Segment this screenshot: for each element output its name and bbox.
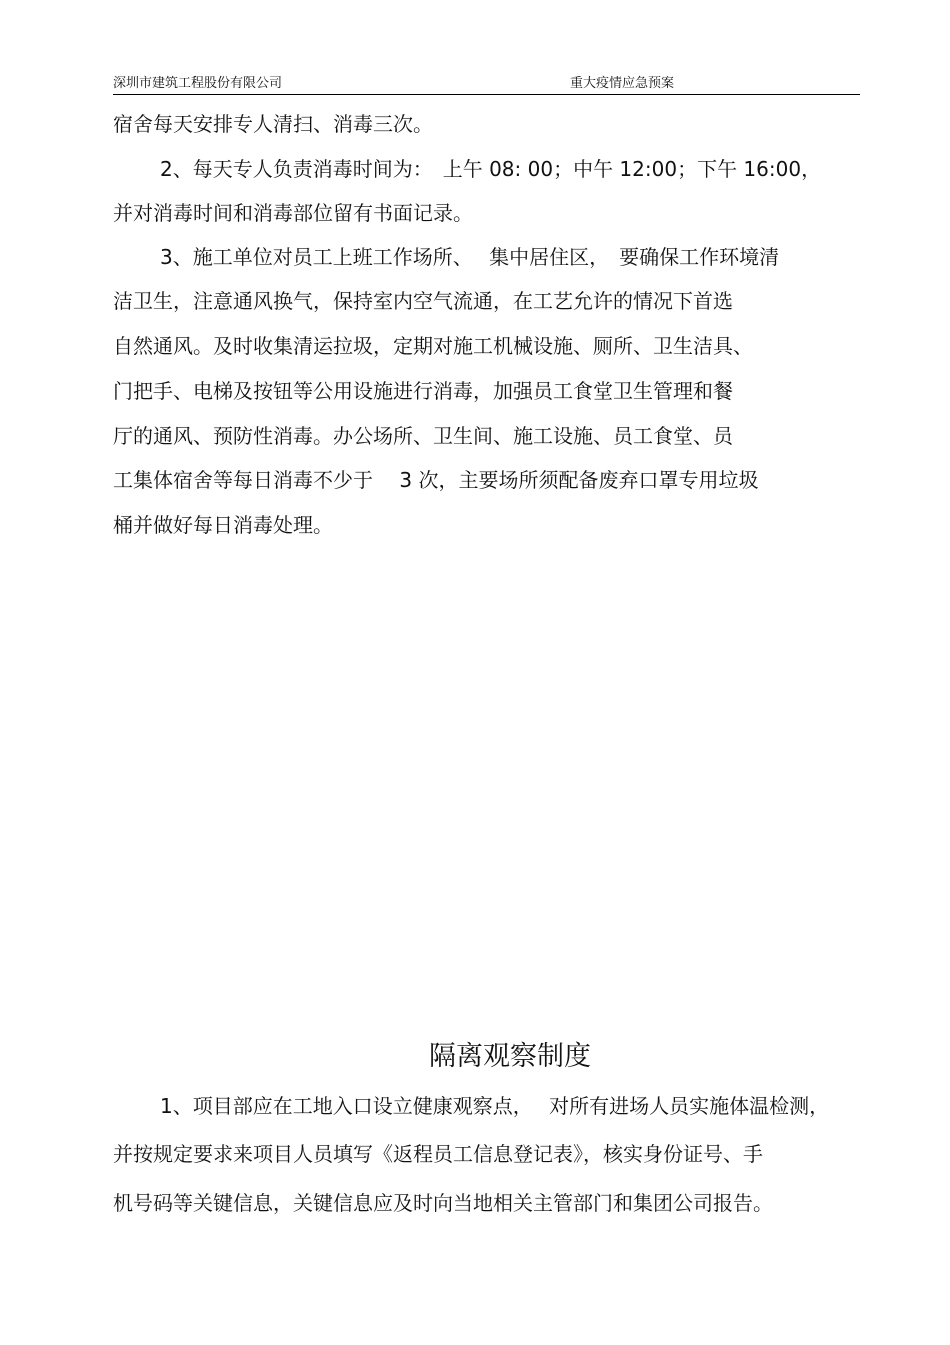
- body-line: 并对消毒时间和消毒部位留有书面记录。: [113, 201, 473, 225]
- body-line: 2、每天专人负责消毒时间为： 上午 08: 00；中午 12:00；下午 16:00，: [160, 157, 822, 181]
- body-line: 桶并做好每日消毒处理。: [113, 513, 333, 537]
- body-line: 工集体宿舍等每日消毒不少于 3 次，主要场所须配备废弃口罩专用垃圾: [113, 468, 759, 492]
- section-line: 1、项目部应在工地入口设立健康观察点， 对所有进场人员实施体温检测，: [160, 1094, 830, 1118]
- body-line: 厅的通风、预防性消毒。办公场所、卫生间、施工设施、员工食堂、员: [113, 424, 733, 448]
- body-line: 自然通风。及时收集清运拉圾，定期对施工机械设施、厕所、卫生洁具、: [113, 334, 753, 358]
- header-company: 深圳市建筑工程股份有限公司: [113, 76, 283, 91]
- header-doc-title: 重大疫情应急预案: [570, 76, 675, 91]
- body-line: 宿舍每天安排专人清扫、消毒三次。: [113, 112, 433, 136]
- section-line: 机号码等关键信息，关键信息应及时向当地相关主管部门和集团公司报告。: [113, 1191, 773, 1215]
- body-line: 门把手、电梯及按钮等公用设施进行消毒，加强员工食堂卫生管理和餐: [113, 379, 733, 403]
- section-line: 并按规定要求来项目人员填写《返程员工信息登记表》，核实身份证号、手: [113, 1142, 763, 1166]
- body-line: 洁卫生，注意通风换气，保持室内空气流通，在工艺允许的情况下首选: [113, 289, 733, 313]
- section-title: 隔离观察制度: [429, 1041, 591, 1072]
- body-line: 3、施工单位对员工上班工作场所、 集中居住区， 要确保工作环境清: [160, 245, 780, 269]
- page-header: [113, 70, 860, 95]
